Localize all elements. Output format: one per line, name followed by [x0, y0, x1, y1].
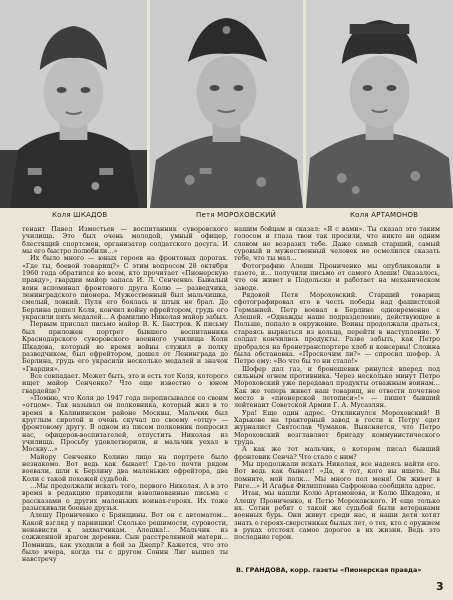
paragraph: Фотографию Алеши Прониченко мы опубликовали в газете, и… получили письмо от самого Алеши! Оказалось, что он живет в Подольске и работает на механическом заводе.: [234, 261, 440, 292]
paragraph: …Мы продолжали искать того, первого Николая. А в это время в редакцию приходили взволнованные письма с рассказами о других маленьких воинах-героях. Их тоже разыскивали боевые друзья.: [22, 482, 228, 513]
portrait-photos: [0, 0, 453, 208]
paragraph: Первым прислал письмо майор В. К. Быстров. К письму был приложен портрет бывшего воспитанника Краснодарского суворовского военного училища Коли Шкадова, который во время войны служил в полку разведчиком, был ефрейтором, дошел от Ленинграда до Берлина, грудь его украсили несколько медалей и значок «Гвардия».: [22, 320, 228, 373]
paragraph: Шофер дал газ, и бронешевик ринулся вперед под сильным огнем противника. Через несколько минут Петро Мороховский уже передавал продукты отважным воинам… Как же теперь живет наш товарищ, не отвести почетное место в «пионерской летописи»!» — пишет бывший лейтенант Советской Армии Г. А. Мусаэлян.: [234, 364, 440, 410]
article-column-left: [22, 226, 228, 564]
photo-kolya-shkadov: [0, 0, 147, 208]
paragraph: Рядовой Петя Мороховский. Старший товарищ сфотографировал его в честь победы над фашистской Германией. Петр воевал в Берлине одновременно с Алешей. «Однажды наше подразделение, действующее в Польше, попало в окружение. Воины продолжали драться, стараясь вырваться из кольца, перейти в наступление. У солдат кончились продукты. Разве забыть, как Петро пробрался на бронетранспортере хлеб и консервы! Сложна была обстановка. «Проскочим ли?» — спросил шофер. А Петро ему: «Во что бы то ни стало!»: [234, 291, 440, 366]
photo-captions: [0, 209, 453, 221]
page-number: 3: [436, 580, 444, 593]
paragraph: нашим бойцам и сказал: «Я с вами». Ты сказал это таким голосом и глаза твои так просили, что никто ни одним словом не возразил тебе. Даже самый старший, самый суровый и мужественный человек не осмелился сказать тебе, что ты мал…: [234, 226, 440, 263]
paragraph: Их было много — юных героев на фронтовых дорогах. «Где ты, боевой товарищ?» С этим вопросом 28 октября 1960 года обратился ко всем, кто прочитает «Пионерскую правду», гвардии майор запаса И. Л. Сенченко. Бывалый воин вспоминал фронтового друга Колю — разведчика, ленинградского пионера. Мужественный был мальчишка, смелый, ловкий. Пуля его боялась и штык не брал. До Берлина дошел Коля, кончил войну ефрейтором, грудь его украсили пять медалей… А фамилию Николая майор забыл.: [22, 254, 228, 322]
author-signature: В. ГРАНДОВА, корр. газеты «Пионерская правда»: [236, 566, 422, 574]
paragraph: Майору Сенченко Колино лицо на портрете было незнакомо. Вот ведь как бывает! Где-то почти рядом воевали, шли к Берлину два маленьких ефрейтора, два Коли с такой похожей судьбой.: [22, 452, 228, 483]
paragraph: Алешу Прониченко с Брянщины. Вот он с автоматом… Какой взгляд у парнишки! Сколько решимости, суровости, ненависти к захватчикам. Алешка!.. Мальчик из сожженной врагом деревни. Сын расстрелянной матери… Помнишь, как уходили в бой за Днепр? Кажется, что это было вчера, когда ты с другом Сонин Лиг вышел ты навстречу: [22, 511, 228, 564]
paragraph: Все совпадает. Может быть, это и есть тот Коля, которого ищет майор Сенченко? Что еще известно о юном гвардейце?: [22, 371, 228, 395]
paragraph: тенант Павел Изместьев — воспитанник суворовского училища. Это был очень молодой, умный офицер, блестящий спортсмен, организатор солдатского досуга. И мы его быстро полюбили…»: [22, 226, 228, 256]
paragraph: «Помню, что Коля до 1947 года переписывался со своим «отцом». Так называл он полковника, который жил в то время в Калининском районе Москвы. Мальчик был круглым сиротой и очень скучал по своему «отцу» — фронтовому другу. В одном из писем полковник попросил нас, офицеров-воспитателей, отпустить Николая из училища. Просьбу удовлетворили, и мальчик уехал в Москву…»: [22, 393, 228, 454]
paragraph: Ура! Еще один адрес. Откликнулся Мороховский! В Харькове на тракторный завод в гости к Петру едет журналист Святослав Чумаков. Выясняется, что Петро Мороховский возглавляет бригаду коммунистического труда.: [234, 408, 440, 446]
article-columns: [22, 226, 440, 564]
article-column-right: [234, 226, 440, 564]
portrait-illustration-1: [0, 0, 147, 208]
photo-petya-morokhovsky: [150, 0, 303, 208]
caption-middle: Петя МОРОХОВСКИЙ: [196, 211, 277, 219]
paragraph: А как же тот мальчик, о котором писал бывший фронтовик Сенча? Что стало с ним?: [234, 445, 440, 461]
paragraph: Итак, мы нашли Колю Артамонова, и Колю Шкадова, и Алешу Прониченко, и Петю Мороховского. И еще только их. Сотни ребят с такой же судьбой были ветеранами военных бурь. Они живут среди нас, и наши дети хотят знать о героях-сверстниках былых лет, о тех, кто с оружием в руках отстоял самое дорогое в их жизни. Ведь это последние герои.: [234, 489, 440, 542]
photo-kolya-artamonov: [306, 0, 453, 208]
paragraph: Мы продолжали искать Николая, все надеясь найти его. Вот ведь как бывает! «Да, я тот, кого вы ищете. Вы помните, мой полк… Мы много пел меня! Он живет в Риге…» И Агафья Филипповна Сафронова сообщила адрес.: [234, 460, 440, 491]
caption-right: Коля АРТАМОНОВ: [350, 211, 419, 219]
portrait-illustration-3: [306, 0, 453, 208]
caption-left: Коля ШКАДОВ: [52, 211, 108, 219]
portrait-illustration-2: [150, 0, 303, 208]
